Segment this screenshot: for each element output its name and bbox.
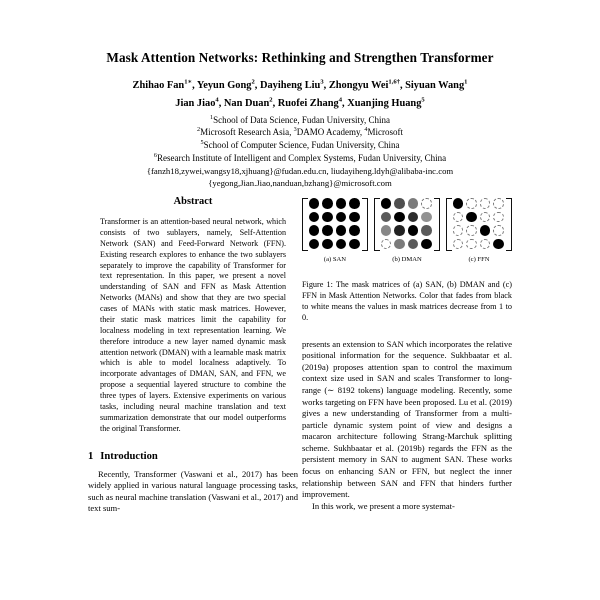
author-name: Jian Jiao xyxy=(175,97,216,109)
matrix-cell-dot xyxy=(336,225,347,236)
matrix-dman xyxy=(374,196,440,263)
right-paragraph-1: presents an extension to SAN which incorporates the relative positional information for the sequence. Sukhbaatar et al. (2019a) proposes attention span to control the maximum context size used in SAN and scales Transformer to long-range (∼ 8192 tokens) language modeling. Recently, some works targeting on FFN have been proposed. Lu et al. (2019) gives a new understanding of Transformer from a multi-particle dynamic system point of view and designs a macaron architecture following Strang-Marchuk splitting scheme. Sukhbaatar et al. (2019b) regards the FFN as the persistent memory in SAN to augment SAN. These works focus on enhancing SAN or FFN, but neglect the inner relationship between SAN and FFN that hinders further improvement. xyxy=(302,338,512,500)
affiliation-line-4: $^6$Research Institute of Intelligent and Complex Systems, Fudan University, China xyxy=(153,151,447,163)
affiliation-2-text: Microsoft Research Asia, xyxy=(200,127,292,138)
matrix-cell-dot xyxy=(349,198,360,209)
matrix-san-label: (a) SAN xyxy=(323,255,347,263)
author-affiliation-marker: 2 xyxy=(251,78,255,86)
bracket-right-icon xyxy=(506,198,512,251)
matrix-cell-dot xyxy=(493,212,504,223)
matrix-cell-dot xyxy=(309,239,320,250)
affiliation-5-text: School of Computer Science, Fudan University, China xyxy=(203,140,400,151)
matrix-san-bracketed xyxy=(295,196,376,253)
matrix-san-grid xyxy=(309,198,362,251)
matrix-cell-dot xyxy=(453,239,464,250)
matrix-cell-dot xyxy=(349,212,360,223)
right-paragraph-2: In this work, we present a more systemat- xyxy=(312,500,455,511)
section-title: Introduction xyxy=(100,450,158,462)
matrix-cell-dot xyxy=(421,239,432,250)
figure-caption: Figure 1: The mask matrices of (a) SAN, (b) DMAN and (c) FFN in Mask Attention Networks. Color that fades from black to white means the values in mask matrices decrease from 1 to 0. xyxy=(302,279,512,322)
matrix-cell-dot xyxy=(336,198,347,209)
matrix-cell-dot xyxy=(394,198,405,209)
matrix-cell-dot xyxy=(466,198,477,209)
author-name: Zhongyu Wei xyxy=(328,79,389,91)
matrix-cell-dot xyxy=(480,212,491,223)
affiliation-line-1: $^1$School of Data Science, Fudan University, China xyxy=(210,113,390,125)
author-affiliation-marker: 2 xyxy=(269,96,273,104)
matrix-cell-dot xyxy=(394,225,405,236)
matrix-cell-dot xyxy=(466,239,477,250)
matrix-cell-dot xyxy=(480,198,491,209)
matrix-cell-dot xyxy=(421,212,432,223)
matrix-ffn-label: (c) FFN xyxy=(468,255,490,263)
author-affiliation-marker: 1 xyxy=(464,78,468,86)
matrix-cell-dot xyxy=(408,225,419,236)
matrix-cell-dot xyxy=(480,225,491,236)
author-affiliation-marker: 5 xyxy=(421,96,425,104)
paper-header xyxy=(0,0,600,189)
abstract-heading: Abstract xyxy=(173,196,213,207)
matrix-cell-dot xyxy=(493,239,504,250)
matrix-cell-dot xyxy=(336,212,347,223)
author-affiliation-marker: 3 xyxy=(320,78,324,86)
matrix-cell-dot xyxy=(381,198,392,209)
matrix-dman-label: (b) DMAN xyxy=(392,255,422,263)
matrix-cell-dot xyxy=(381,212,392,223)
affiliation-4-text: Microsoft xyxy=(367,127,403,138)
matrix-ffn-bracketed xyxy=(439,196,520,253)
affiliation-3-text: DAMO Academy, xyxy=(296,127,363,138)
matrix-cell-dot xyxy=(421,198,432,209)
mask-matrices-row xyxy=(302,196,512,263)
left-column xyxy=(88,196,298,515)
bracket-left-icon xyxy=(446,198,452,251)
matrix-cell-dot xyxy=(408,212,419,223)
section-number: 1 xyxy=(88,450,94,462)
matrix-cell-dot xyxy=(466,225,477,236)
matrix-cell-dot xyxy=(322,198,333,209)
matrix-cell-dot xyxy=(408,198,419,209)
matrix-dman-grid xyxy=(381,198,434,251)
author-line-2: Jian Jiao$^4$, Nan Duan$^2$, Ruofei Zhang$^4$, Xuanjing Huang$^5$ xyxy=(175,96,425,109)
author-name: Siyuan Wang xyxy=(405,79,465,91)
matrix-cell-dot xyxy=(493,225,504,236)
author-name: Dayiheng Liu xyxy=(259,79,321,91)
matrix-cell-dot xyxy=(394,212,405,223)
author-name: Yeyun Gong xyxy=(196,79,252,91)
author-name: Nan Duan xyxy=(223,97,270,109)
matrix-dman-bracketed xyxy=(367,196,448,253)
matrix-cell-dot xyxy=(480,239,491,250)
matrix-cell-dot xyxy=(381,239,392,250)
abstract-text: Transformer is an attention-based neural network, which consists of two sublayers, namely, Self-Attention Network (SAN) and Feed-Forward Network (FFN). Existing research explores to enhance the two sublayers separately to improve the capability of Transformer for text representation. In this paper, we present a novel understanding of SAN and FFN as Mask Attention Networks (MANs) and show that they are two special cases of MANs with static mask matrices. However, their static mask matrices limit the capability for localness modeling in text representation learning. We therefore introduce a new layer named dynamic mask attention network (DMAN) with a learnable mask matrix which is able to model localness adaptively. To incorporate advantages of DMAN, SAN, and FFN, we propose a sequential layered structure to combine the three types of layers. Extensive experiments on various tasks, including neural machine translation and text summarization demonstrate that our model outperforms the original Transformer. xyxy=(100,217,286,433)
author-affiliation-marker: 1∗ xyxy=(184,78,193,86)
author-name: Xuanjing Huang xyxy=(347,97,422,109)
matrix-cell-dot xyxy=(322,212,333,223)
matrix-cell-dot xyxy=(394,239,405,250)
matrix-cell-dot xyxy=(322,239,333,250)
affiliation-6-text: Research Institute of Intelligent and Complex Systems, Fudan University, China xyxy=(156,152,447,163)
figure-1 xyxy=(302,196,512,323)
matrix-san xyxy=(302,196,368,263)
matrix-cell-dot xyxy=(309,212,320,223)
affiliation-1-text: School of Data Science, Fudan University, China xyxy=(213,114,390,125)
author-affiliation-marker: 4 xyxy=(338,96,342,104)
matrix-ffn-grid xyxy=(453,198,506,251)
matrix-cell-dot xyxy=(453,225,464,236)
matrix-cell-dot xyxy=(421,225,432,236)
page-title: Mask Attention Networks: Rethinking and Strengthen Transformer xyxy=(106,50,494,65)
matrix-cell-dot xyxy=(408,239,419,250)
matrix-cell-dot xyxy=(381,225,392,236)
matrix-cell-dot xyxy=(349,239,360,250)
matrix-ffn xyxy=(446,196,512,263)
section-heading-introduction xyxy=(88,451,298,462)
matrix-cell-dot xyxy=(309,198,320,209)
author-line-1: Zhihao Fan$^{1∗}$, Yeyun Gong$^2$, Dayiheng Liu$^3$, Zhongyu Wei$^{1,6\dagger}$, Siyuan Wang$^1$ xyxy=(132,78,468,91)
matrix-cell-dot xyxy=(336,239,347,250)
author-affiliation-marker: 1,6† xyxy=(388,78,400,86)
matrix-cell-dot xyxy=(493,198,504,209)
intro-paragraph-1: Recently, Transformer (Vaswani et al., 2017) has been widely applied in various natural language processing tasks, such as neural machine translation (Vaswani et al., 2017) and text sum- xyxy=(88,468,298,514)
matrix-cell-dot xyxy=(453,212,464,223)
bracket-left-icon xyxy=(302,198,308,251)
matrix-cell-dot xyxy=(309,225,320,236)
author-name: Zhihao Fan xyxy=(132,79,185,91)
email-line-1: {fanzh18,zywei,wangsy18,xjhuang}@fudan.edu.cn, liudayiheng.ldyh@alibaba-inc.com xyxy=(146,165,454,176)
author-name: Ruofei Zhang xyxy=(277,97,339,109)
affiliation-line-2: $^2$Microsoft Research Asia, $^3$DAMO Academy, $^4$Microsoft xyxy=(197,126,403,138)
matrix-cell-dot xyxy=(349,225,360,236)
right-column xyxy=(302,196,512,512)
bracket-left-icon xyxy=(374,198,380,251)
matrix-cell-dot xyxy=(466,212,477,223)
author-affiliation-marker: 4 xyxy=(215,96,219,104)
matrix-cell-dot xyxy=(322,225,333,236)
email-line-2: {yegong,Jian.Jiao,nanduan,bzhang}@microsoft.com xyxy=(208,178,392,189)
matrix-cell-dot xyxy=(453,198,464,209)
affiliation-line-3: $^5$School of Computer Science, Fudan University, China xyxy=(200,139,400,151)
